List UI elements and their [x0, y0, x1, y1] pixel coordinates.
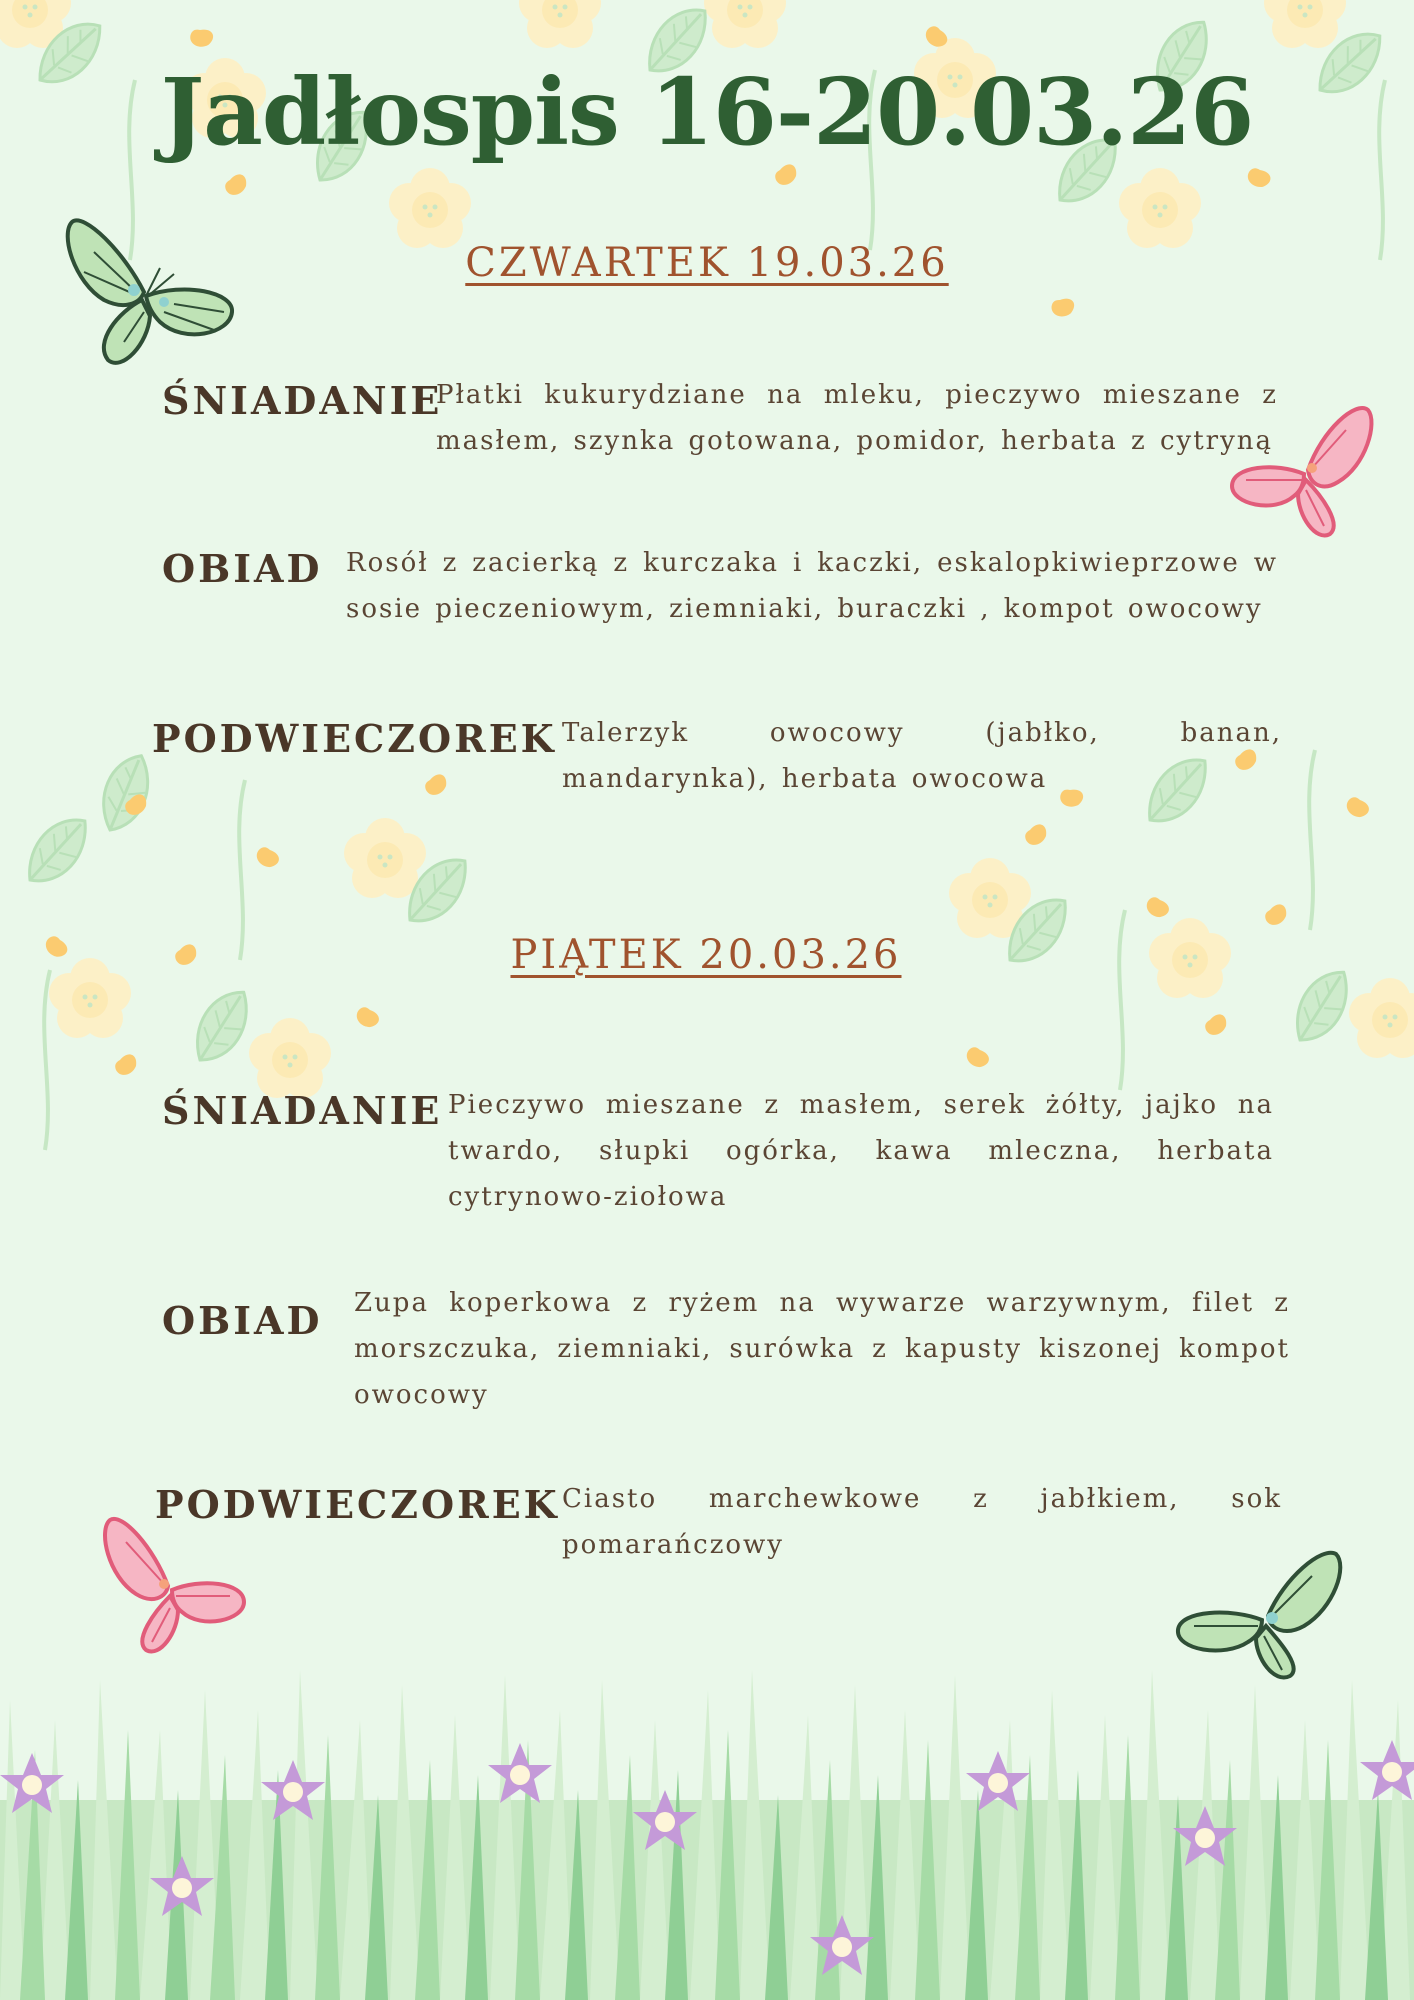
green-butterfly-icon	[64, 212, 236, 368]
meal-text-afternoon-snack: Talerzyk owocowy (jabłko, banan, mandarynka), herbata owocowa	[562, 718, 1282, 794]
pink-butterfly-icon	[1226, 400, 1376, 538]
day-heading-friday: PIĄTEK 20.03.26	[510, 932, 902, 978]
meal-text-breakfast: Płatki kukurydziane na mleku, pieczywo mieszane z masłem, szynka gotowana, pomidor, herbata z cytryną	[436, 380, 1278, 456]
meal-label-breakfast: ŚNIADANIE	[162, 378, 443, 423]
pink-butterfly-icon	[96, 1512, 250, 1658]
meal-text-lunch: Zupa koperkowa z ryżem na wywarze warzywnym, filet z morszczuka, ziemniaki, surówka z kapusty kiszonej kompot owocowy	[354, 1288, 1290, 1410]
page-title: Jadłospis 16-20.03.26	[160, 58, 1254, 166]
meal-label-afternoon-snack: PODWIECZOREK	[155, 1482, 560, 1527]
meal-text-afternoon-snack: Ciasto marchewkowe z jabłkiem, sok pomarańczowy	[562, 1484, 1282, 1560]
day-heading-thursday: CZWARTEK 19.03.26	[465, 240, 949, 286]
green-butterfly-icon	[1172, 1546, 1348, 1680]
meal-text-breakfast: Pieczywo mieszane z masłem, serek żółty, jajko na twardo, słupki ogórka, kawa mleczna, herbata cytrynowo-ziołowa	[448, 1090, 1274, 1212]
meal-text-lunch: Rosół z zacierką z kurczaka i kaczki, eskalopkiwieprzowe w sosie pieczeniowym, ziemniaki, buraczki , kompot owocowy	[346, 548, 1278, 624]
meal-label-afternoon-snack: PODWIECZOREK	[152, 716, 557, 761]
meal-label-lunch: OBIAD	[162, 1298, 323, 1343]
meal-label-breakfast: ŚNIADANIE	[162, 1088, 443, 1133]
meal-label-lunch: OBIAD	[162, 546, 323, 591]
